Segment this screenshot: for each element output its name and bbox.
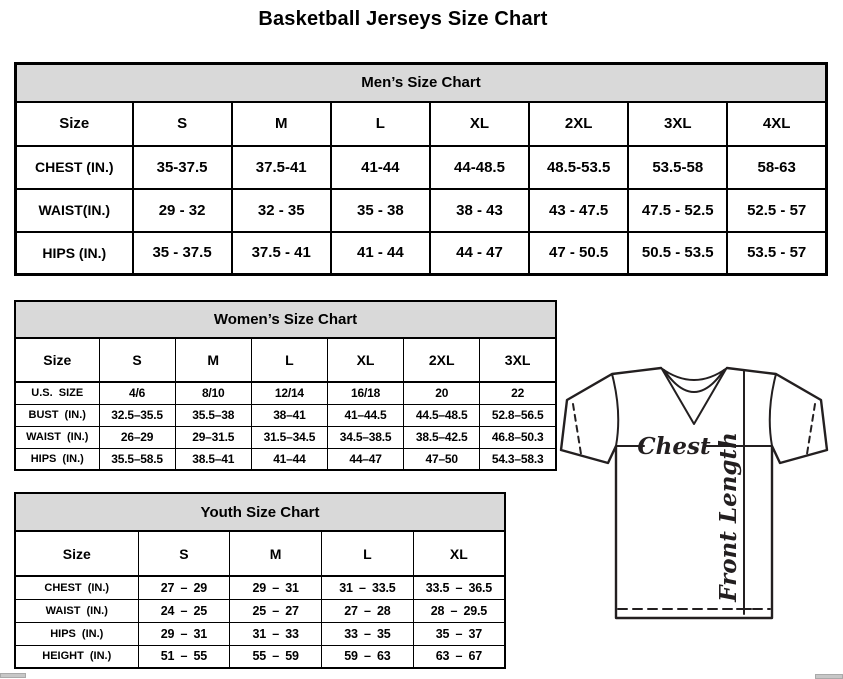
column-header: XL (327, 338, 403, 382)
table-row (15, 645, 505, 668)
size-value-cell: 44–47 (327, 448, 403, 470)
jersey-illustration (558, 362, 830, 628)
size-value-cell: 53.5-58 (628, 146, 727, 189)
size-value-cell: 47 - 50.5 (529, 232, 628, 275)
column-header: XL (413, 531, 505, 576)
row-label: WAIST (IN.) (15, 599, 138, 622)
size-value-cell: 50.5 - 53.5 (628, 232, 727, 275)
size-column-header: Size (15, 531, 138, 576)
column-header: L (322, 531, 414, 576)
size-value-cell: 44 - 47 (430, 232, 529, 275)
size-value-cell: 38.5–42.5 (404, 426, 480, 448)
table-row (15, 493, 505, 531)
table-row (16, 64, 827, 102)
jersey-measurement-diagram (558, 362, 830, 628)
size-value-cell: 58-63 (727, 146, 826, 189)
size-value-cell: 16/18 (327, 382, 403, 404)
column-header: M (232, 102, 331, 146)
size-value-cell: 41-44 (331, 146, 430, 189)
table-row (15, 531, 505, 576)
size-value-cell: 29 - 32 (133, 189, 232, 232)
column-header: 4XL (727, 102, 826, 146)
size-value-cell: 44-48.5 (430, 146, 529, 189)
size-value-cell: 47–50 (404, 448, 480, 470)
size-value-cell: 24 – 25 (138, 599, 230, 622)
size-value-cell: 4/6 (99, 382, 175, 404)
size-value-cell: 32.5–35.5 (99, 404, 175, 426)
size-value-cell: 31 – 33 (230, 622, 322, 645)
chest-label: Chest (637, 433, 711, 460)
row-label: CHEST (IN.) (15, 576, 138, 599)
scrollbar-thumb-left[interactable] (0, 673, 26, 678)
size-value-cell: 52.8–56.5 (480, 404, 556, 426)
size-value-cell: 35.5–58.5 (99, 448, 175, 470)
table-row (15, 599, 505, 622)
size-value-cell: 41–44 (251, 448, 327, 470)
size-value-cell: 26–29 (99, 426, 175, 448)
womens-size-table (14, 300, 557, 471)
size-value-cell: 29–31.5 (175, 426, 251, 448)
size-value-cell: 44.5–48.5 (404, 404, 480, 426)
column-header: L (251, 338, 327, 382)
table-row (16, 232, 827, 275)
size-value-cell: 53.5 - 57 (727, 232, 826, 275)
size-value-cell: 52.5 - 57 (727, 189, 826, 232)
size-value-cell: 31 – 33.5 (322, 576, 414, 599)
size-value-cell: 29 – 31 (138, 622, 230, 645)
size-column-header: Size (15, 338, 99, 382)
table-row (15, 576, 505, 599)
size-value-cell: 48.5-53.5 (529, 146, 628, 189)
row-label: CHEST (IN.) (16, 146, 133, 189)
table-row (15, 622, 505, 645)
column-header: S (133, 102, 232, 146)
size-value-cell: 32 - 35 (232, 189, 331, 232)
size-value-cell: 37.5-41 (232, 146, 331, 189)
table-row (15, 448, 556, 470)
jersey-outline (561, 368, 827, 618)
table-row (15, 404, 556, 426)
column-header: 2XL (404, 338, 480, 382)
column-header: L (331, 102, 430, 146)
womens-table-title: Women’s Size Chart (15, 301, 556, 338)
size-value-cell: 33.5 – 36.5 (413, 576, 505, 599)
size-value-cell: 25 – 27 (230, 599, 322, 622)
collar-v-trim (662, 369, 726, 424)
front-length-label: Front Length (715, 432, 742, 602)
row-label: HIPS (IN.) (15, 622, 138, 645)
mens-table-title: Men’s Size Chart (16, 64, 827, 102)
youth-size-table (14, 492, 506, 669)
size-value-cell: 51 – 55 (138, 645, 230, 668)
size-column-header: Size (16, 102, 133, 146)
column-header: M (230, 531, 322, 576)
size-value-cell: 43 - 47.5 (529, 189, 628, 232)
column-header: 2XL (529, 102, 628, 146)
right-armhole-seam (770, 374, 776, 446)
table-row (15, 382, 556, 404)
row-label: WAIST (IN.) (15, 426, 99, 448)
table-row (16, 102, 827, 146)
page-title: Basketball Jerseys Size Chart (258, 8, 548, 30)
size-value-cell: 41 - 44 (331, 232, 430, 275)
size-value-cell: 41–44.5 (327, 404, 403, 426)
left-cuff-dashed-line (573, 404, 581, 454)
column-header: 3XL (480, 338, 556, 382)
size-value-cell: 35 - 38 (331, 189, 430, 232)
size-value-cell: 35 – 37 (413, 622, 505, 645)
column-header: M (175, 338, 251, 382)
row-label: HIPS (IN.) (16, 232, 133, 275)
size-value-cell: 28 – 29.5 (413, 599, 505, 622)
size-value-cell: 55 – 59 (230, 645, 322, 668)
table-row (15, 426, 556, 448)
size-value-cell: 22 (480, 382, 556, 404)
size-value-cell: 33 – 35 (322, 622, 414, 645)
right-cuff-dashed-line (807, 404, 815, 454)
size-value-cell: 35 - 37.5 (133, 232, 232, 275)
size-value-cell: 37.5 - 41 (232, 232, 331, 275)
size-value-cell: 38 - 43 (430, 189, 529, 232)
row-label: HIPS (IN.) (15, 448, 99, 470)
row-label: WAIST(IN.) (16, 189, 133, 232)
size-value-cell: 46.8–50.3 (480, 426, 556, 448)
size-value-cell: 34.5–38.5 (327, 426, 403, 448)
table-row (16, 189, 827, 232)
column-header: XL (430, 102, 529, 146)
size-value-cell: 35.5–38 (175, 404, 251, 426)
youth-table-title: Youth Size Chart (15, 493, 505, 531)
table-row (15, 301, 556, 338)
size-value-cell: 20 (404, 382, 480, 404)
size-value-cell: 38.5–41 (175, 448, 251, 470)
table-row (16, 146, 827, 189)
size-value-cell: 8/10 (175, 382, 251, 404)
row-label: BUST (IN.) (15, 404, 99, 426)
size-value-cell: 54.3–58.3 (480, 448, 556, 470)
size-value-cell: 12/14 (251, 382, 327, 404)
column-header: 3XL (628, 102, 727, 146)
size-value-cell: 31.5–34.5 (251, 426, 327, 448)
mens-size-table (14, 62, 828, 276)
size-value-cell: 29 – 31 (230, 576, 322, 599)
size-value-cell: 35-37.5 (133, 146, 232, 189)
size-value-cell: 63 – 67 (413, 645, 505, 668)
size-value-cell: 27 – 29 (138, 576, 230, 599)
size-value-cell: 59 – 63 (322, 645, 414, 668)
row-label: U.S. SIZE (15, 382, 99, 404)
scrollbar-thumb-right[interactable] (815, 674, 843, 679)
left-armhole-seam (612, 374, 618, 446)
size-value-cell: 47.5 - 52.5 (628, 189, 727, 232)
column-header: S (138, 531, 230, 576)
column-header: S (99, 338, 175, 382)
size-value-cell: 27 – 28 (322, 599, 414, 622)
table-row (15, 338, 556, 382)
size-value-cell: 38–41 (251, 404, 327, 426)
row-label: HEIGHT (IN.) (15, 645, 138, 668)
